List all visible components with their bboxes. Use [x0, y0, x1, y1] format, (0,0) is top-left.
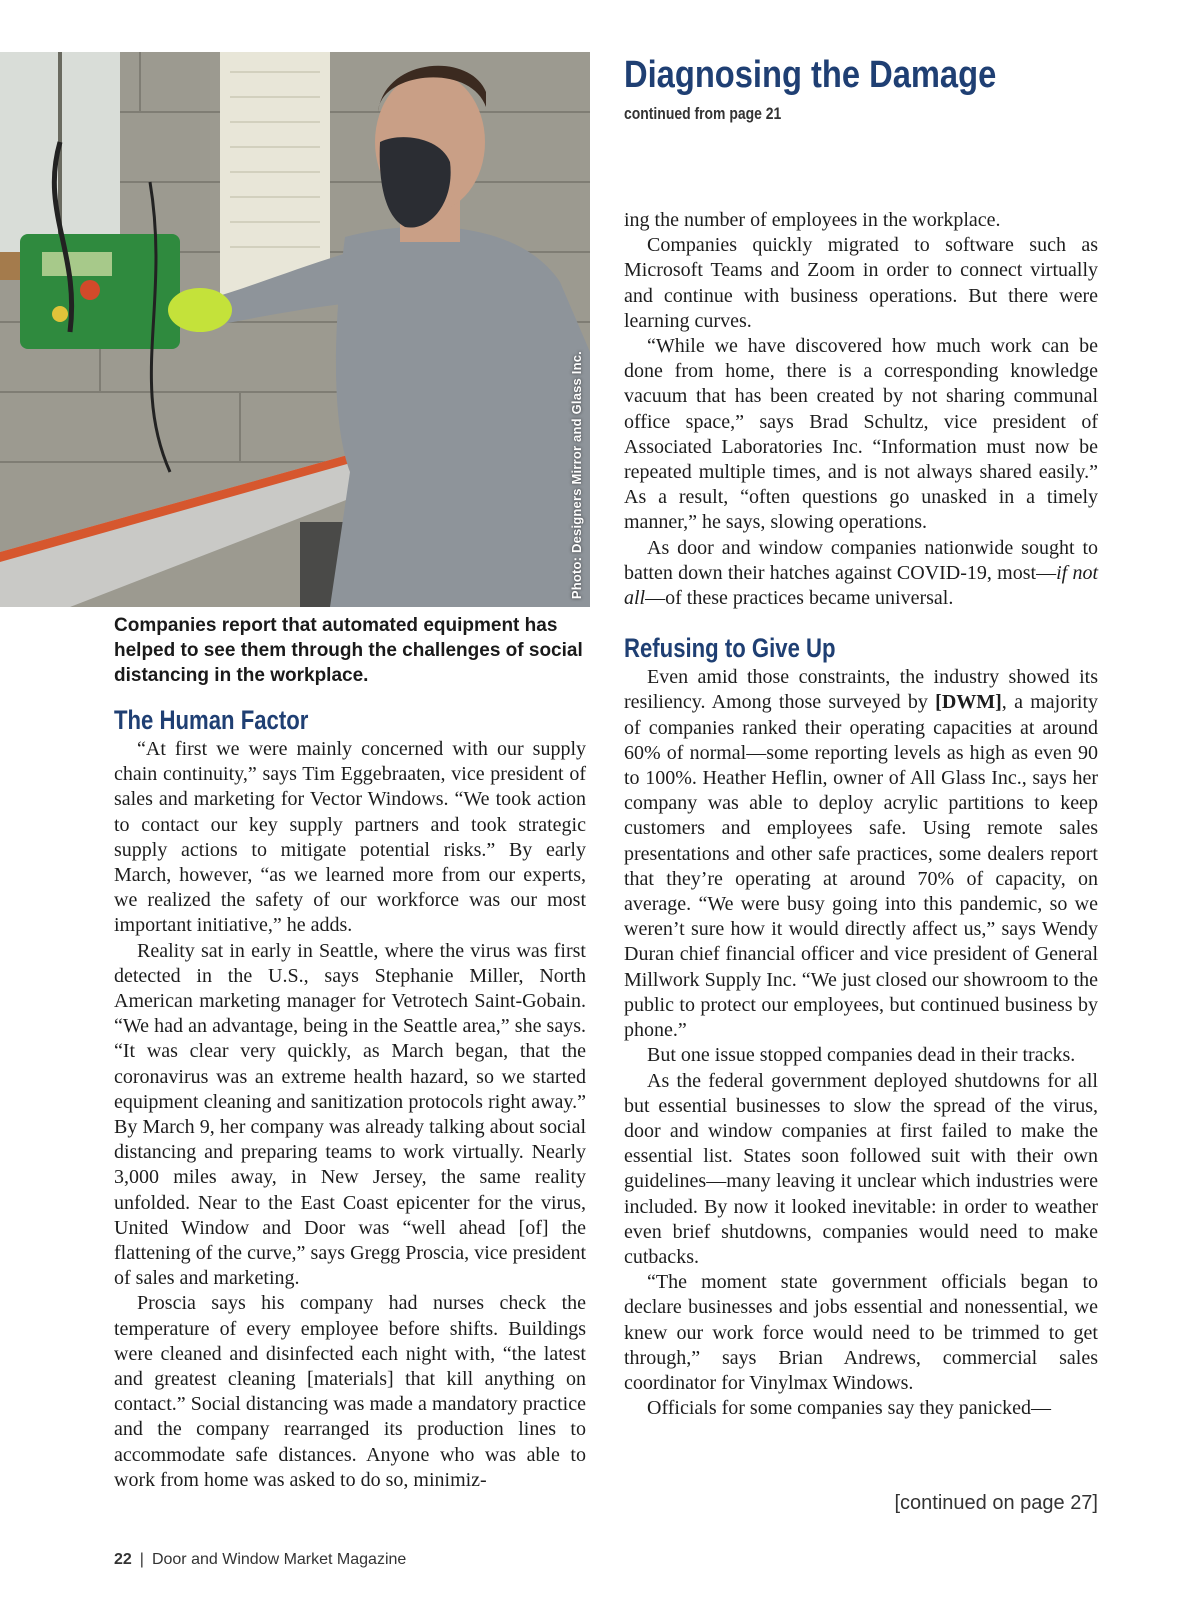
photo-caption: Companies report that automated equipment has helped to see them through the challenges of social distancing in the workplace. [114, 615, 583, 686]
paragraph [624, 665, 1098, 1043]
continued-on-label: [continued on page 27] [894, 1492, 1098, 1514]
left-column [114, 703, 586, 1493]
text-run: , a majority of companies ranked their operating capacities at around 60% of normal—some reporting levels as high as even 90 to 100%. Heather Heflin, owner of All Glass Inc., says her company was able to deploy acrylic partitions to keep customers and employees safe. Using remote sales presentations and other safe practices, some dealers report that they’re operating at around 70% of capacity, on average. “We were busy going into this pandemic, so we weren’t sure how it would directly affect us,” says Wendy Duran chief financial officer and vice president of General Millwork Supply Inc. “We just closed our showroom to the public to protect our employees, but continued business by phone.” [624, 691, 1098, 1042]
paragraph: Officials for some companies say they panicked— [647, 1397, 1051, 1420]
publication-abbrev: [DWM] [935, 691, 1002, 714]
page-footer [114, 1551, 406, 1569]
right-column [624, 208, 1098, 1421]
text-run: Even amid those constraints, the industry showed its resiliency. Among those surveyed by [624, 666, 1098, 714]
article-title: Diagnosing the Damage [624, 54, 997, 96]
subhead-human-factor: The Human Factor [114, 705, 309, 735]
paragraph: Proscia says his company had nurses check the temperature of every employee before shifts. Buildings were cleaned and disinfected each night with, “the latest and greatest cleaning [materials] that kill anything on contact.” Social distancing was made a mandatory practice and the company rearranged its production lines to accommodate safe distances. Anyone who was able to work from home was asked to do so, minimiz- [114, 1292, 586, 1491]
photo-credit: Photo: Designers Mirror and Glass Inc. [569, 350, 584, 599]
article-header [624, 52, 1144, 124]
paragraph: ing the number of employees in the workplace. [624, 209, 1001, 231]
article-photo [0, 52, 590, 607]
continued-from-label: continued from page 21 [624, 104, 782, 123]
paragraph: “The moment state government officials began to declare businesses and jobs essential and nonessential, we knew our work force would need to be trimmed to get through,” says Brian Andrews, commercial sales coordinator for Vinylmax Windows. [624, 1271, 1098, 1394]
footer-separator: | [139, 1551, 144, 1568]
paragraph: Companies quickly migrated to software such as Microsoft Teams and Zoom in order to connect virtually and continue with business operations. But there were learning curves. [624, 234, 1098, 332]
page-number: 22 [114, 1551, 132, 1568]
subhead-refusing-to-give-up: Refusing to Give Up [624, 633, 836, 664]
paragraph: “While we have discovered how much work can be done from home, there is a corresponding knowledge vacuum that has been created by not sharing communal office space,” says Brad Schultz, vice president of Associated Laboratories Inc. “Information must now be repeated multiple times, and is not always shared easily.” As a result, “often questions go unasked in a timely manner,” he says, slowing operations. [624, 335, 1098, 534]
magazine-name: Door and Window Market Magazine [151, 1551, 407, 1568]
paragraph: As the federal government deployed shutdowns for all but essential businesses to slow the spread of the virus, door and window companies at first failed to make the essential list. States soon followed suit with their own guidelines—many leaving it unclear which industries were included. By now it looked inevitable: in order to weather even brief shutdowns, companies would need to make cutbacks. [624, 1069, 1098, 1268]
italic-run: if not all [624, 561, 1098, 610]
paragraph: “At first we were mainly concerned with our supply chain continuity,” says Tim Eggebraaten, vice president of sales and marketing for Vector Windows. “We took action to contact our key supply partners and took strategic supply actions to mitigate potential risks.” By early March, however, “as we learned more from our experts, we realized the safety of our workforce was our most important initiative,” he adds. [114, 738, 586, 937]
text-run: —of these practices became universal. [645, 587, 954, 610]
paragraph: Reality sat in early in Seattle, where the virus was first detected in the U.S., says Stephanie Miller, North American marketing manager for Vetrotech Saint-Gobain. “We had an advantage, being in the Seattle area,” she says. “It was clear very quickly, as March began, that the coronavirus was an extreme health hazard, so we started equipment cleaning and sanitization protocols right away.” By March 9, her company was already talking about social distancing and preparing teams to work virtually. Nearly 3,000 miles away, in New Jersey, the same reality unfolded. Near to the East Coast epicenter for the virus, United Window and Door was “well ahead [of] the flattening of the curve,” says Gregg Proscia, vice president of sales and marketing. [114, 939, 586, 1290]
text-run: As door and window companies nationwide sought to batten down their hatches against COVID-19, most— [624, 536, 1098, 584]
photo-illustration [0, 52, 590, 607]
paragraph [624, 536, 1098, 612]
paragraph: But one issue stopped companies dead in their tracks. [647, 1044, 1076, 1067]
